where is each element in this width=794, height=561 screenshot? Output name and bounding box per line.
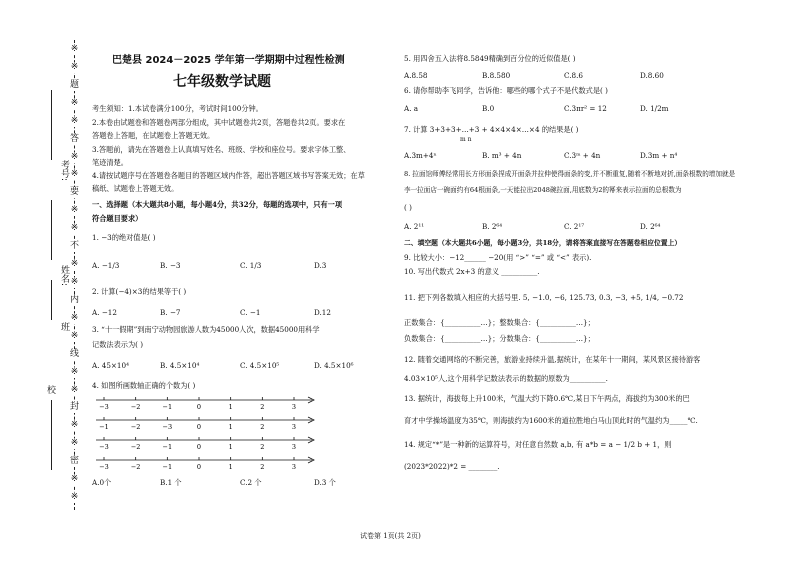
xiao-line	[51, 400, 52, 470]
binding-mark: ※	[70, 492, 79, 503]
number-line-label: −1	[162, 463, 173, 471]
binding-mark: ※	[70, 151, 79, 162]
number-line-label: 1	[228, 403, 233, 411]
binding-mark: 不	[69, 241, 79, 252]
q3-stem: 3. “十一假期”到南宁动物园旅游人数为45000人次，数据45000用科学	[92, 325, 320, 334]
binding-mark: ※	[70, 223, 79, 234]
number-line-label: 1	[228, 443, 233, 451]
binding-mark: 答	[69, 133, 79, 144]
q8-line3: ( )	[404, 203, 412, 212]
q4-option-c: C.2 个	[240, 478, 262, 487]
binding-mark: ※	[70, 366, 79, 377]
q8-option-b: B. 2⁶⁴	[482, 222, 503, 231]
q11: 11. 把下列各数填入相应的大括号里. 5, −1.0, −6, 125.73, 0.3, −3, +5, 1/4, −0.72	[404, 293, 684, 302]
subject-title: 七年级数学试题	[173, 74, 271, 90]
number-line-label: 3	[291, 423, 297, 431]
binding-mark: 要	[69, 187, 79, 198]
number-line-label: 0	[196, 443, 202, 451]
q7-option-a: A.3m+4ⁿ	[404, 151, 437, 160]
number-line-label: 2	[260, 463, 265, 471]
q3-option-c: C. 4.5×10⁵	[240, 361, 280, 370]
page-footer: 试卷第 1页(共 2页)	[360, 532, 421, 540]
q5-option-d: D.8.60	[640, 71, 664, 80]
q14-line1: 14. 规定“*”是一种新的运算符号，对任意自然数 a,b, 有 a*b = a − 1/2 b + 1，则	[404, 440, 672, 449]
kaohao-label: 考号:	[59, 160, 69, 182]
q4-option-d: D.3 个	[314, 478, 336, 487]
binding-mark: ※	[70, 205, 79, 216]
q2-option-c: C. −1	[240, 308, 261, 317]
q5-option-c: C.8.6	[564, 71, 583, 80]
number-line-label: 0	[196, 423, 202, 431]
exam-title: 巴楚县 2024－2025 学年第一学期期中过程性检测	[112, 55, 345, 66]
notice-line: 3.答题前，请先在答题卷上认真填写姓名、班级、学校和座位号。要求字体工整、	[92, 145, 351, 154]
q2-stem: 2. 计算(−4)×3的结果等于( )	[92, 287, 187, 296]
binding-mark: ※	[70, 438, 79, 449]
q7-stem: 7. 计算 3+3+3+…+3 + 4×4×4×…×4 的结果是( )	[404, 125, 579, 134]
number-line	[92, 396, 322, 412]
ban-label: 班	[59, 322, 69, 331]
number-line-label: 3	[291, 443, 297, 451]
binding-mark: ※	[70, 97, 79, 108]
binding-mark: 密	[69, 456, 79, 467]
binding-mark: ※	[70, 384, 79, 395]
section2-heading: 二、填空题（本大题共6小题，每小题3分，共18分，请将答案直接写在答题卷相应位置上）	[404, 239, 682, 247]
q3-option-b: B. 4.5×10⁴	[160, 361, 200, 370]
xingming-line	[51, 200, 52, 260]
number-line-label: −3	[162, 423, 173, 431]
binding-mark: 线	[69, 348, 79, 359]
q6-option-b: B.0	[482, 104, 495, 113]
number-line-label: 2	[260, 423, 265, 431]
number-line-label: −3	[99, 443, 109, 451]
q12-line1: 12. 随着交通网络的不断完善，旅游业持续升温,据统计，在某年十一期间，某风景区接待游客	[404, 355, 701, 364]
number-line-label: −1	[162, 443, 173, 451]
number-line-label: 0	[196, 403, 202, 411]
q14-line2: (2023*2022)*2 = ________.	[404, 462, 500, 471]
section1-heading-cont: 符合题目要求）	[92, 214, 143, 223]
number-line	[92, 456, 322, 472]
number-line-label: 2	[260, 403, 265, 411]
q6-option-c: C.3πr² = 12	[564, 104, 607, 113]
binding-mark: ※	[70, 474, 79, 485]
binding-mark: ※	[70, 169, 79, 180]
notice-line: 笔迹清楚。	[92, 158, 128, 167]
q6-stem: 6. 请你帮助李飞同学，告诉他：哪些的哪个式子不是代数式是( )	[404, 86, 608, 95]
q8-line1: 8. 拉面馆师傅经常用长方形面条捏成开面条并拉伸使得面条的变,并不断重复,随着不断地对折,面条根数的增加就是	[404, 170, 736, 178]
q4-option-a: A.0个	[92, 478, 112, 487]
xingming-label: 姓名:	[59, 265, 69, 287]
section1-heading: 一、选择题（本大题共8小题，每小题4分，共32分，每题的选项中，只有一项	[92, 200, 343, 209]
q3-option-a: A. 45×10⁴	[92, 361, 129, 370]
binding-mark: ※	[70, 61, 79, 72]
binding-mark: ※	[70, 277, 79, 287]
q12-line2: 4.03×10⁵人,这个用科学记数法表示的数据的原数为__________.	[404, 374, 608, 383]
binding-mark: 题	[69, 79, 79, 90]
q3-stem-cont: 记数法表示为( )	[92, 340, 144, 349]
binding-mark: ※	[70, 420, 79, 431]
number-line-label: −1	[99, 423, 109, 431]
xiao-label: 校	[45, 385, 55, 394]
q8-option-c: C. 2¹⁷	[564, 222, 585, 231]
q2-option-d: D.12	[314, 308, 331, 317]
number-line-label: −2	[130, 403, 141, 411]
q1-stem: 1. −3的绝对值是( )	[92, 233, 156, 242]
q1-option-c: C. 1/3	[240, 261, 262, 270]
q13-line1: 13. 据统计，海拔每上升100米，气温大约下降0.6℃,某日下午两点，海拔约为300米的巴	[404, 394, 690, 403]
number-line-label: 1	[228, 423, 233, 431]
q1-option-b: B. −3	[160, 261, 181, 270]
q4-stem: 4. 如图所画数轴正确的个数为( )	[92, 381, 196, 390]
q5-option-b: B.8.580	[482, 71, 511, 80]
notice-line: 4.请按试题序号在答题卷各题目的答题区域内作答，超出答题区域书写答案无效；在草	[92, 171, 365, 180]
q5-option-a: A.8.58	[404, 71, 428, 80]
binding-mark: ※	[70, 330, 79, 341]
q1-option-d: D.3	[314, 261, 327, 270]
binding-mark: ※	[70, 259, 79, 270]
number-line-label: −2	[130, 423, 141, 431]
q7-option-d: D.3m + n⁴	[640, 151, 678, 160]
q7-subscript: m n	[460, 136, 472, 143]
notice-line: 答题卷上答题，在试题卷上答题无效。	[92, 131, 215, 140]
q6-option-d: D. 1/2m	[640, 104, 669, 113]
notice-line: 考生须知：1.本试卷满分100分，考试时间100分钟。	[92, 104, 263, 113]
kaohao-line	[51, 90, 52, 160]
number-line-label: 2	[260, 443, 265, 451]
q11-sets-line1: 正数集合：{__________…}；整数集合：{__________…}；	[404, 318, 595, 327]
q10: 10. 写出代数式 2x+3 的意义 __________.	[404, 267, 540, 276]
q8-option-a: A. 2¹¹	[404, 222, 425, 231]
q2-option-a: A. −12	[92, 308, 117, 317]
number-line-label: 3	[291, 403, 297, 411]
q1-option-a: A. −1/3	[92, 261, 120, 270]
number-line	[92, 436, 322, 452]
number-line-label: −2	[130, 443, 141, 451]
q8-line2: 李一拉面店一碗面约有64根面条,一天能拉出2048碗拉面,用底数为2的幂来表示拉面的总根数为	[404, 186, 682, 194]
q7-option-b: B. m³ + 4n	[482, 151, 522, 160]
number-line-label: −3	[99, 403, 109, 411]
notice-line: 2.本卷由试题卷和答题卷两部分组成，其中试题卷共2页，答题卷共2页。要求在	[92, 118, 346, 127]
q2-option-b: B. −7	[160, 308, 181, 317]
q11-sets-line2: 负数集合：{__________…}；分数集合：{__________…}；	[404, 334, 595, 343]
q6-option-a: A. a	[404, 104, 419, 113]
binding-mark: ※	[70, 115, 79, 126]
q8-option-d: D. 2⁶⁴	[640, 222, 661, 231]
q9: 9. 比较大小：−12______ −20(用 “>” “=” 或 “<” 表示).	[404, 253, 592, 262]
number-line	[92, 416, 322, 432]
notice-line: 稿纸、试题卷上答题无效。	[92, 184, 179, 193]
q13-line2: 育才中学操场温度为35℃，则海拔约为1600米的道拉胜地白马山顶此时的气温约为_____℃.	[404, 416, 698, 425]
binding-mark: 内	[69, 294, 79, 305]
binding-mark: ※	[70, 44, 79, 54]
number-line-label: 1	[228, 463, 233, 471]
number-line-label: −1	[162, 403, 173, 411]
q3-option-d: D. 4.5×10⁶	[314, 361, 354, 370]
q4-option-b: B.1 个	[160, 478, 182, 487]
number-line-label: −2	[130, 463, 141, 471]
number-line-label: −3	[99, 463, 109, 471]
number-line-label: 3	[291, 463, 297, 471]
binding-mark: ※	[70, 312, 79, 323]
number-line-label: 0	[196, 463, 202, 471]
q5-stem: 5. 用四舍五入法将8.5849精确到百分位的近似值是( )	[404, 54, 576, 63]
binding-mark: 封	[69, 402, 79, 413]
q7-option-c: C.3ᵐ + 4n	[564, 151, 601, 160]
ban-line	[51, 280, 52, 320]
